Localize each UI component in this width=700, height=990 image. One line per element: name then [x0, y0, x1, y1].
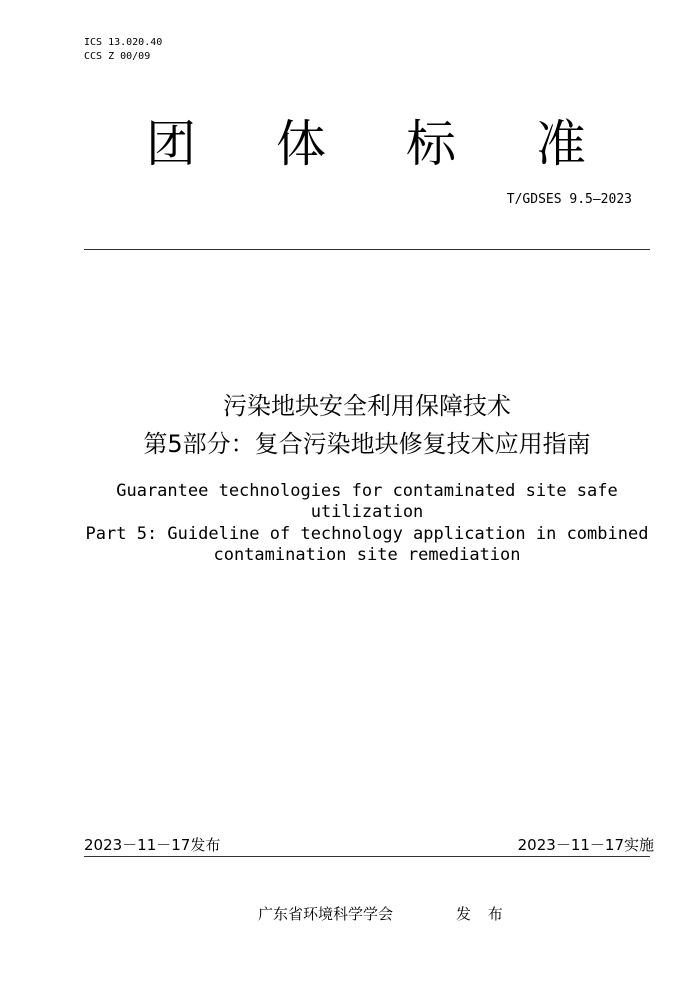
standard-number: T/GDSES 9.5—2023 [506, 192, 632, 207]
ics-code: ICS 13.020.40 [84, 37, 163, 48]
english-title-line-4: contamination site remediation [213, 545, 521, 565]
english-title-line-1: Guarantee technologies for contaminated site safe [116, 481, 618, 501]
document-type-char: 体 [276, 115, 326, 173]
ccs-code: CCS Z 00/09 [84, 51, 151, 62]
bottom-divider [84, 856, 650, 857]
classification-codes [84, 36, 162, 64]
chinese-title-line-1: 污染地块安全利用保障技术 [223, 392, 511, 420]
chinese-title-line-2: 第5部分：复合污染地块修复技术应用指南 [143, 430, 591, 458]
english-title-line-3: Part 5: Guideline of technology application in combined [85, 524, 649, 544]
document-type-title [146, 112, 586, 176]
publish-label: 发 布 [456, 905, 503, 923]
publish-date: 2023－11－17发布 [84, 836, 221, 854]
effective-date: 2023－11－17实施 [517, 836, 654, 854]
english-title-line-2: utilization [310, 502, 424, 522]
document-type-char: 标 [406, 115, 456, 173]
top-divider [84, 249, 650, 250]
document-type-char: 团 [146, 115, 196, 173]
document-type-char: 准 [536, 115, 586, 173]
publisher-name: 广东省环境科学学会 [258, 905, 394, 923]
